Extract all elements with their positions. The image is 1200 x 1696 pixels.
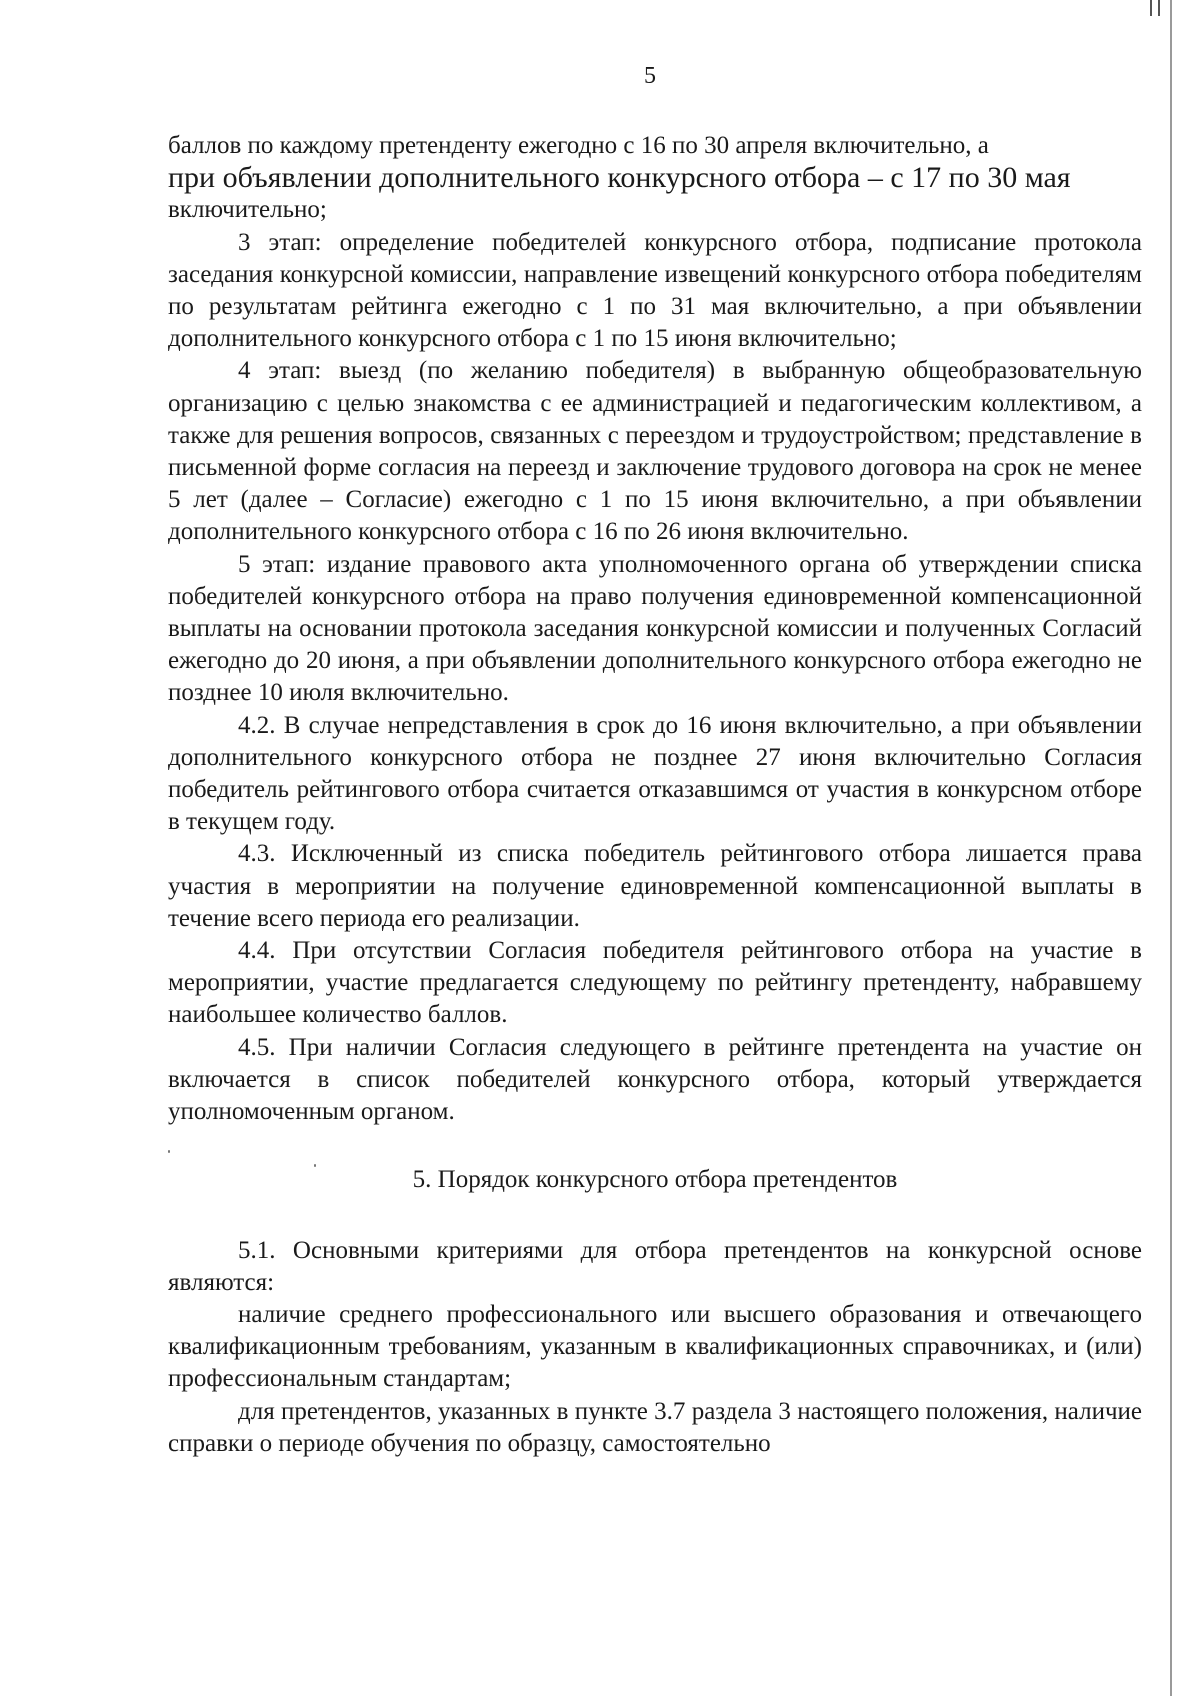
scan-speck <box>314 1164 316 1167</box>
paragraph-stage-4: 4 этап: выезд (по желанию победителя) в выбранную общеобразовательную организацию с целью знакомства с ее администрацией и педагогическим коллективом, а также для решения вопросов, связанных с переездом и трудоустройством; представление в письменной форме согласия на переезд и заключение трудового договора на срок не менее 5 лет (далее – Согласие) ежегодно с 1 по 15 июня включительно, а при объявлении дополнительного конкурсного отбора с 16 по 26 июня включительно. <box>168 357 1142 546</box>
scan-corner-mark <box>1158 0 1160 16</box>
paragraph-continuation: при объявлении дополнительного конкурсного отбора – с 17 по 30 мая <box>168 161 1071 195</box>
paragraph-4-4: 4.4. При отсутствии Согласия победителя рейтингового отбора на участие в мероприятии, участие предлагается следующему по рейтингу претенденту, набравшему наибольшее количество баллов. <box>168 937 1142 1029</box>
paragraph-stage-3: 3 этап: определение победителей конкурсного отбора, подписание протокола заседания конкурсной комиссии, направление извещений конкурсного отбора победителям по результатам рейтинга ежегодно с 1 по 31 мая включительно, а при объявлении дополнительного конкурсного отбора с 1 по 15 июня включительно; <box>168 228 1142 353</box>
page-number: 5 <box>644 63 656 89</box>
paragraph-4-2: 4.2. В случае непредставления в срок до 16 июня включительно, а при объявлении дополнительного конкурсного отбора не позднее 27 июня включительно Согласия победитель рейтингового отбора считается отказавшимся от участия в конкурсном отборе в текущем году. <box>168 711 1142 836</box>
paragraph-4-5: 4.5. При наличии Согласия следующего в рейтинге претендента на участие он включается в список победителей конкурсного отбора, который утверждается уполномоченным органом. <box>168 1033 1142 1126</box>
paragraph-4-3: 4.3. Исключенный из списка победитель рейтингового отбора лишается права участия в мероприятии на получение единовременной компенсационной выплаты в течение всего периода его реализации. <box>168 840 1142 932</box>
paragraph-5-1: 5.1. Основными критериями для отбора претендентов на конкурсной основе являются: <box>168 1236 1142 1296</box>
paragraph-continuation: включительно; <box>168 196 327 224</box>
paragraph-criterion-certificate: для претендентов, указанных в пункте 3.7 раздела 3 настоящего положения, наличие справки о периоде обучения по образцу, самостоятельно <box>168 1397 1142 1457</box>
scan-corner-mark <box>1150 0 1152 16</box>
document-body <box>168 130 1142 1460</box>
paragraph-continuation: баллов по каждому претенденту ежегодно с 16 по 30 апреля включительно, а <box>168 132 989 159</box>
scan-speck <box>168 1150 170 1153</box>
paragraph-criterion-education: наличие среднего профессионального или высшего образования и отвечающего квалификационным требованиям, указанным в квалификационных справочниках, и (или) профессиональным стандартам; <box>168 1300 1142 1393</box>
section-heading: 5. Порядок конкурсного отбора претендентов <box>412 1166 898 1194</box>
paragraph-stage-5: 5 этап: издание правового акта уполномоченного органа об утверждении списка победителей конкурсного отбора на право получения единовременной компенсационной выплаты на основании протокола заседания конкурсной комиссии и полученных Согласий ежегодно до 20 июня, а при объявлении дополнительного конкурсного отбора ежегодно не позднее 10 июля включительно. <box>168 550 1142 707</box>
scan-right-edge-line <box>1170 0 1172 1696</box>
